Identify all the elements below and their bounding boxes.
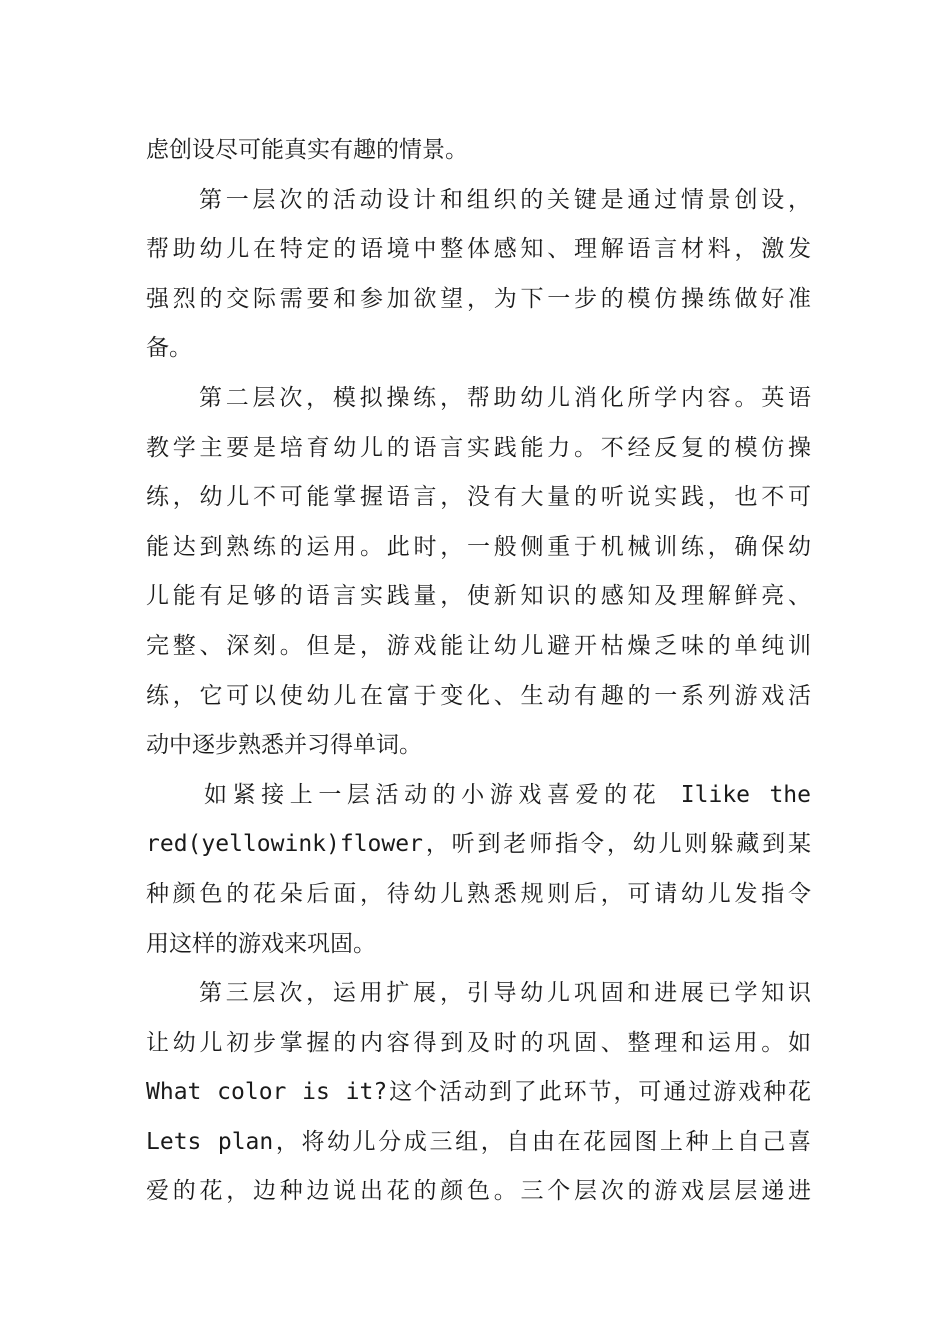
text-line: red(yellowink)flower，听到老师指令，幼儿则躲藏到某	[146, 831, 811, 858]
text-line: 备。	[146, 335, 192, 362]
text-line: What color is it?这个活动到了此环节，可通过游戏种花	[146, 1079, 811, 1106]
text-line: Lets plan，将幼儿分成三组，自由在花园图上种上自己喜	[146, 1128, 811, 1155]
text-line: 练，它可以使幼儿在富于变化、生动有趣的一系列游戏活	[146, 682, 811, 709]
paragraph-first-line: 如紧接上一层活动的小游戏喜爱的花 Ilike the	[204, 781, 811, 808]
text-line: 动中逐步熟悉并习得单词。	[146, 732, 422, 759]
paragraph-first-line: 第三层次，运用扩展，引导幼儿巩固和进展已学知识	[199, 980, 811, 1007]
text-line: 强烈的交际需要和参加欲望，为下一步的模仿操练做好准	[146, 285, 811, 312]
paragraph-first-line: 第一层次的活动设计和组织的关键是通过情景创设，	[199, 186, 811, 213]
text-line: 帮助幼儿在特定的语境中整体感知、理解语言材料，激发	[146, 236, 811, 263]
text-line: 让幼儿初步掌握的内容得到及时的巩固、整理和运用。如	[146, 1029, 811, 1056]
text-line: 种颜色的花朵后面，待幼儿熟悉规则后，可请幼儿发指令	[146, 880, 811, 907]
text-line: 能达到熟练的运用。此时，一般侧重于机械训练，确保幼	[146, 533, 811, 560]
text-line: 完整、深刻。但是，游戏能让幼儿避开枯燥乏味的单纯训	[146, 632, 811, 659]
text-line: 儿能有足够的语言实践量，使新知识的感知及理解鲜亮、	[146, 583, 811, 610]
paragraph-first-line: 第二层次，模拟操练，帮助幼儿消化所学内容。英语	[199, 384, 811, 411]
text-line: 用这样的游戏来巩固。	[146, 930, 376, 957]
text-line: 虑创设尽可能真实有趣的情景。	[146, 137, 468, 163]
text-line: 教学主要是培育幼儿的语言实践能力。不经反复的模仿操	[146, 434, 811, 461]
text-line: 练，幼儿不可能掌握语言，没有大量的听说实践，也不可	[146, 484, 811, 511]
document-body	[146, 126, 811, 1217]
text-line: 爱的花，边种边说出花的颜色。三个层次的游戏层层递进	[146, 1178, 811, 1205]
